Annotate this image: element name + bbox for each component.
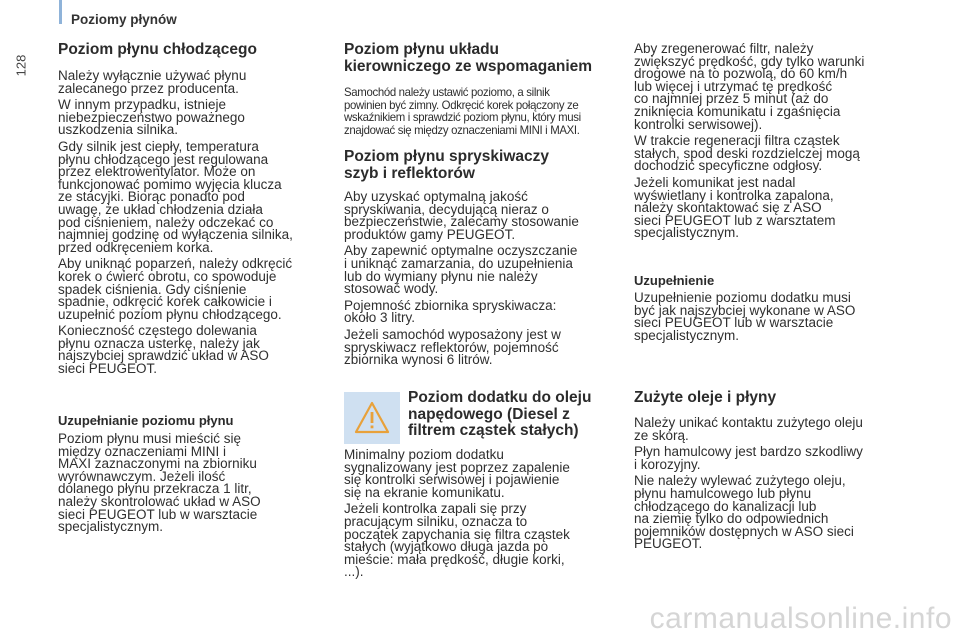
paragraph: Gdy silnik jest ciepły, temperatura płynu chłodzącego jest regulowana przez elektrowentylator. Może on funkcjonować pomimo wyjęcia klucza ze stacyjki. Biorąc ponadto pod uwagę, że układ chłodzenia działa pod ciśnieniem, należy odczekać co najmniej godzinę od wyłączenia silnika, przed odkręceniem korka. — [58, 138, 293, 255]
additive-refill-title: Uzupełnienie — [634, 273, 715, 288]
additive-refill-section — [634, 273, 904, 288]
coolant-body — [58, 70, 328, 380]
paragraph: Uzupełnienie poziomu dodatku musi być jak najszybciej wykonane w ASO sieci PEUGEOT lub w warsztacie specjalistycznym. — [634, 290, 856, 343]
used-oils-body — [634, 417, 904, 555]
used-oils-title: Zużyte oleje i płyny — [634, 389, 777, 406]
paragraph: Aby zregenerować filtr, należy zwiększyć prędkość, gdy tylko warunki drogowe na to pozwolą, do 60 km/h lub więcej i utrzymać tę prędkość co najmniej przez 5 minut (aż do zniknięcia komunikatu i zgaśnięcia kontrolki serwisowej). — [634, 41, 865, 132]
section-marker-bar — [59, 0, 62, 24]
paragraph: Aby zapewnić optymalne oczyszczanie i uniknąć zamarzania, do uzupełnienia lub do wymiany płynu nie należy stosować wody. — [344, 243, 578, 297]
used-oils-section — [634, 390, 904, 407]
coolant-refill-title: Uzupełnianie poziomu płynu — [58, 413, 234, 428]
paragraph: Aby uzyskać optymalną jakość spryskiwania, decydującą nieraz o bezpieczeństwie, zalecamy stosowanie produktów gamy PEUGEOT. — [344, 189, 579, 242]
watermark: carmanualsonline.info — [649, 602, 952, 635]
coolant-refill-section — [58, 413, 328, 428]
paragraph: Płyn hamulcowy jest bardzo szkodliwy i korozyjny. — [634, 444, 863, 472]
paragraph: W innym przypadku, istnieje niebezpieczeństwo poważnego uszkodzenia silnika. — [58, 97, 245, 138]
steering-section — [344, 42, 620, 75]
paragraph: Minimalny poziom dodatku sygnalizowany jest poprzez zapalenie się kontrolki serwisowej i pojawienie się na ekranie komunikatu. — [344, 447, 570, 500]
paragraph: Nie należy wylewać zużytego oleju, płynu hamulcowego lub płynu chłodzącego do kanalizacji lub na ziemię tylko do odpowiednich pojemników dostępnych w ASO sieci PEUGEOT. — [634, 473, 854, 552]
paragraph: Jeżeli kontrolka zapali się przy pracującym silniku, oznacza to początek zapychania się filtra cząstek stałych (wyjątkowo długa jazda po mieście: mała prędkość, długie korki, ...). — [344, 501, 570, 580]
warning-box — [344, 392, 400, 444]
paragraph: Należy wyłącznie używać płynu zalecanego przez producenta. — [58, 68, 247, 96]
steering-body — [344, 86, 620, 140]
regeneration-body — [634, 43, 904, 244]
coolant-section — [58, 42, 328, 59]
paragraph: Poziom płynu musi mieścić się między oznaczeniami MINI i MAXI zaznaczonymi na zbiorniku wyrównawczym. Jeżeli ilość dolanego płynu przekracza 1 litr, należy skontrolować układ w ASO sieci PEUGEOT lub w warsztacie specjalistycznym. — [58, 431, 261, 535]
paragraph: Konieczność częstego dolewania płynu oznacza usterkę, należy jak najszybciej sprawdzić układ w ASO sieci PEUGEOT. — [58, 323, 269, 377]
paragraph: Aby uniknąć poparzeń, należy odkręcić korek o ćwierć obrotu, co spowoduje spadek ciśnienia. Gdy ciśnienie spadnie, odkręcić korek całkowicie i uzupełnić poziom płynu chłodzącego. — [58, 256, 293, 322]
coolant-title: Poziom płynu chłodzącego — [58, 41, 257, 58]
additive-refill-body — [634, 292, 904, 346]
paragraph: Jeżeli samochód wyposażony jest w spryskiwacz reflektorów, pojemność zbiornika wynosi 6 litrów. — [344, 326, 561, 368]
section-header: Poziomy płynów — [71, 12, 177, 27]
paragraph: W trakcie regeneracji filtra cząstek stałych, spod deski rozdzielczej mogą dochodzić specyficzne odgłosy. — [634, 133, 860, 174]
steering-title: Poziom płynu układu kierowniczego ze wspomaganiem — [344, 41, 593, 75]
paragraph: Pojemność zbiornika spryskiwacza: około 3 litry. — [344, 297, 557, 326]
additive-section — [408, 390, 622, 440]
warning-triangle-icon — [354, 400, 390, 436]
steering-text: Samochód należy ustawić poziomo, a silnik powinien być zimny. Odkręcić korek połączony ze wskaźnikiem i sprawdzić poziom płynu, który musi znajdować się między oznaczeniami MINI i MAXI. — [344, 85, 581, 137]
paragraph: Jeżeli komunikat jest nadal wyświetlany i kontrolka zapalona, należy skontaktować się z ASO sieci PEUGEOT lub z warsztatem specjalistycznym. — [634, 174, 836, 241]
additive-body — [344, 449, 620, 583]
washer-title: Poziom płynu spryskiwaczy szyb i reflektorów — [344, 148, 550, 182]
washer-body — [344, 191, 620, 371]
additive-title: Poziom dodatku do oleju napędowego (Diesel z filtrem cząstek stałych) — [408, 389, 592, 439]
washer-section — [344, 149, 620, 182]
coolant-refill-body — [58, 433, 328, 538]
paragraph: Należy unikać kontaktu zużytego oleju ze skórą. — [634, 415, 863, 443]
page-number: 128 — [13, 54, 29, 77]
